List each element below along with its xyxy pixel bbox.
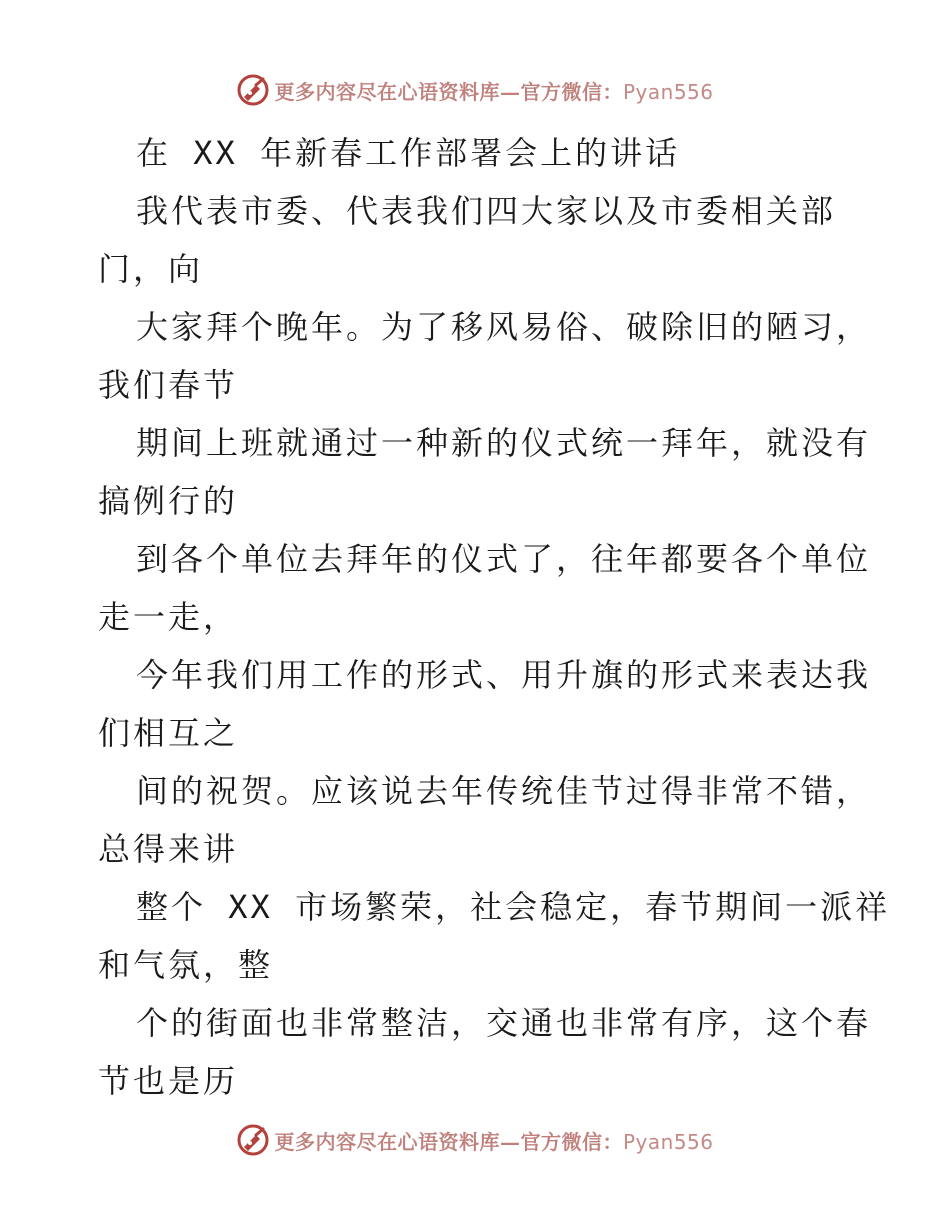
logo-icon (236, 1123, 270, 1157)
paragraph-line: 整个 XX 市场繁荣，社会稳定，春节期间一派祥 (136, 888, 891, 926)
banner-text (274, 76, 713, 105)
paragraph-line: 走一走， (98, 598, 239, 636)
paragraph-line: 们相互之 (98, 714, 239, 752)
document-body (98, 124, 891, 1110)
banner-slogan: 更多内容尽在心语资料库—官方微信： (274, 1129, 623, 1154)
paragraph-line: 我们春节 (98, 366, 239, 404)
document-title: 在 XX 年新春工作部署会上的讲话 (136, 134, 681, 172)
paragraph-line: 个的街面也非常整洁，交通也非常有序，这个春 (136, 1004, 872, 1042)
banner-text (274, 1126, 713, 1155)
paragraph-line: 我代表市委、代表我们四大家以及市委相关部 (136, 192, 837, 230)
paragraph-line: 今年我们用工作的形式、用升旗的形式来表达我 (136, 656, 872, 694)
banner-wechat-id: Pyan556 (622, 79, 714, 104)
header-banner (0, 70, 950, 110)
paragraph-line: 到各个单位去拜年的仪式了，往年都要各个单位 (136, 540, 872, 578)
paragraph-line: 门，向 (98, 250, 204, 288)
paragraph-line: 和气氛，整 (98, 946, 274, 984)
footer-banner (0, 1120, 950, 1160)
banner-wechat-id: Pyan556 (622, 1129, 714, 1154)
logo-icon (236, 73, 270, 107)
paragraph-line: 大家拜个晚年。为了移风易俗、破除旧的陋习， (136, 308, 872, 346)
paragraph-line: 期间上班就通过一种新的仪式统一拜年，就没有 (136, 424, 872, 462)
paragraph-line: 搞例行的 (98, 482, 239, 520)
banner-slogan: 更多内容尽在心语资料库—官方微信： (274, 79, 623, 104)
paragraph-line: 总得来讲 (98, 830, 239, 868)
paragraph-line: 间的祝贺。应该说去年传统佳节过得非常不错， (136, 772, 872, 810)
paragraph-line: 节也是历 (98, 1062, 239, 1100)
